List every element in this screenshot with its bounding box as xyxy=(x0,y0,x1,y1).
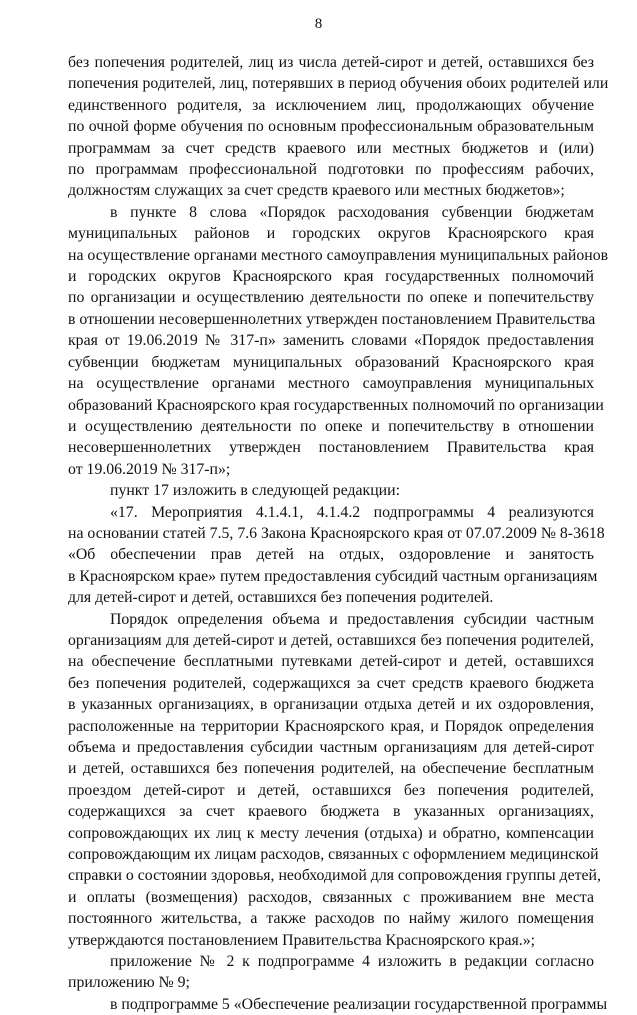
text-line: от 19.06.2019 № 317-п»; xyxy=(68,460,231,478)
paragraph xyxy=(68,202,609,480)
paragraph xyxy=(68,480,594,501)
text-line: и оплаты (возмещения) расходов, связанных с проживанием вне места xyxy=(68,888,594,906)
text-line: расположенные на территории Красноярского края, и Порядок определения xyxy=(68,717,594,735)
text-line: содержащихся за счет краевого бюджета в указанных организациях, xyxy=(68,803,594,821)
paragraph xyxy=(68,951,594,994)
text-line: приложению № 9; xyxy=(68,974,190,992)
text-line: в Красноярском крае» путем предоставления субсидий частным организациям xyxy=(68,567,598,585)
text-line: должностям служащих за счет средств краевого или местных бюджетов»; xyxy=(68,182,565,200)
text-line: организациям для детей-сирот и детей, оставшихся без попечения родителей, xyxy=(68,631,594,649)
document-body xyxy=(68,52,609,1015)
text-line: на осуществление органами местного самоуправления муниципальных районов xyxy=(68,246,609,264)
text-line: на основании статей 7.5, 7.6 Закона Красноярского края от 07.07.2009 № 8-3618 xyxy=(68,524,605,542)
text-line: несовершеннолетних утвержден постановлением Правительства края xyxy=(68,439,594,457)
text-line: на обеспечение бесплатными путевками детей-сирот и детей, оставшихся xyxy=(68,653,594,671)
paragraph xyxy=(68,994,608,1015)
text-line: без попечения родителей, лиц из числа детей-сирот и детей, оставшихся без xyxy=(68,54,594,71)
text-line: сопровождающих их лиц к месту лечения (отдыха) и обратно, компенсации xyxy=(68,824,594,842)
text-line: пункт 17 изложить в следующей редакции: xyxy=(110,482,400,500)
text-line: без попечения родителей, содержащихся за счет средств краевого бюджета xyxy=(68,674,594,692)
text-line: «17. Мероприятия 4.1.4.1, 4.1.4.2 подпрограммы 4 реализуются xyxy=(110,503,594,521)
text-line: проездом детей-сирот и детей, оставшихся без попечения родителей, xyxy=(68,781,594,799)
text-line: в пункте 8 слова «Порядок расходования субвенции бюджетам xyxy=(110,203,594,221)
text-line: программам за счет средств краевого или местных бюджетов и (или) xyxy=(68,139,594,157)
text-line: по очной форме обучения по основным профессиональным образовательным xyxy=(68,118,594,136)
paragraph xyxy=(68,52,609,202)
text-line: образований Красноярского края государственных полномочий по организации xyxy=(68,396,604,414)
text-line: края от 19.06.2019 № 317-п» заменить словами «Порядок предоставления xyxy=(68,332,594,350)
text-line: по программам профессиональной подготовки по профессиям рабочих, xyxy=(68,161,594,179)
text-line: утверждаются постановлением Правительства Красноярского края.»; xyxy=(68,931,536,949)
text-line: муниципальных районов и городских округов Красноярского края xyxy=(68,225,594,243)
text-line: субвенции бюджетам муниципальных образований Красноярского края xyxy=(68,353,594,371)
text-line: единственного родителя, за исключением лиц, продолжающих обучение xyxy=(68,96,594,114)
text-line: «Об обеспечении прав детей на отдых, оздоровление и занятость xyxy=(68,546,594,564)
text-line: попечения родителей, лиц, потерявших в период обучения обоих родителей или xyxy=(68,75,609,93)
text-line: по организации и осуществлению деятельности по опеке и попечительству xyxy=(68,289,594,307)
text-line: и осуществлению деятельности по опеке и попечительству в отношении xyxy=(68,417,594,435)
text-line: постоянного жительства, а также расходов по найму жилого помещения xyxy=(68,910,594,928)
page-number: 8 xyxy=(314,16,323,32)
paragraph xyxy=(68,502,605,609)
text-line: в отношении несовершеннолетних утвержден постановлением Правительства xyxy=(68,310,596,328)
text-line: в указанных организациях, в организации отдыха детей и их оздоровления, xyxy=(68,696,594,714)
text-line: приложение № 2 к подпрограмме 4 изложить в редакции согласно xyxy=(110,953,594,971)
text-line: и детей, оставшихся без попечения родителей, на обеспечение бесплатным xyxy=(68,760,594,778)
text-line: сопровождающим их лицам расходов, связанных с оформлением медицинской xyxy=(68,846,599,864)
text-line: на осуществление органами местного самоуправления муниципальных xyxy=(68,375,594,393)
text-line: для детей-сирот и детей, оставшихся без попечения родителей. xyxy=(68,589,494,607)
text-line: объема и предоставления субсидии частным организациям для детей-сирот xyxy=(68,739,594,756)
text-line: справки о состоянии здоровья, необходимой для сопровождения группы детей, xyxy=(68,867,601,885)
paragraph xyxy=(68,609,601,952)
text-line: Порядок определения объема и предоставления субсидии частным xyxy=(110,610,594,628)
text-line: в подпрограмме 5 «Обеспечение реализации государственной программы xyxy=(110,995,608,1013)
text-line: и городских округов Красноярского края государственных полномочий xyxy=(68,268,594,286)
